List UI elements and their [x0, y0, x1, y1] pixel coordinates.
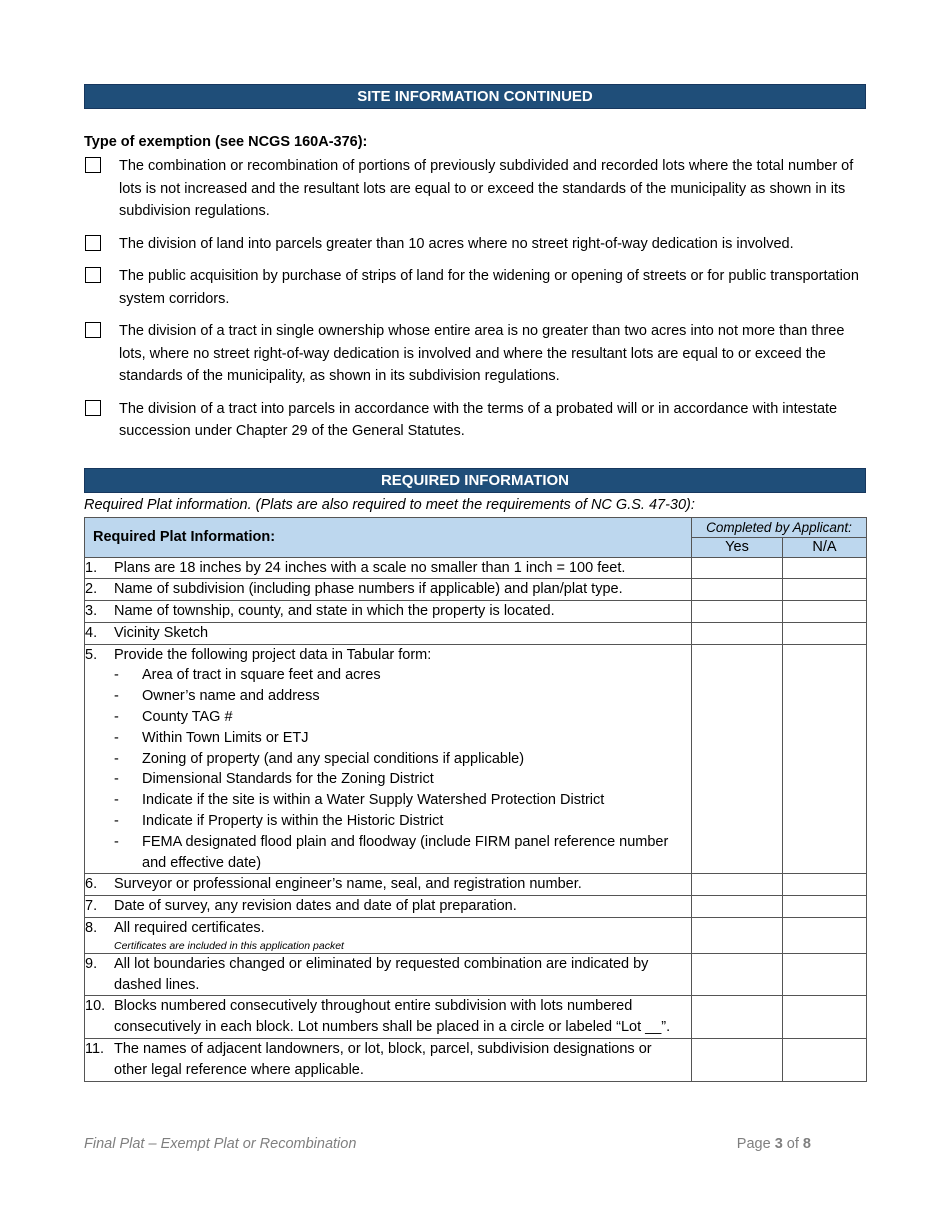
sub-item-text: Owner’s name and address: [142, 688, 320, 705]
exemption-option: [84, 233, 866, 256]
item-number: 10.: [85, 998, 106, 1015]
sub-item-text: Area of tract in square feet and acres: [142, 667, 381, 684]
item-text: Surveyor or professional engineer’s name, seal, and registration number.: [114, 876, 582, 893]
required-info-header: REQUIRED INFORMATION: [84, 468, 866, 493]
sub-item-text: Indicate if Property is within the Historic District: [142, 813, 444, 830]
item-text: The names of adjacent landowners, or lot, block, parcel, subdivision designations or other legal reference where applicable.: [114, 1041, 652, 1078]
sub-item-text: County TAG #: [142, 709, 233, 726]
na-cell[interactable]: [783, 601, 867, 623]
item-cell: [85, 874, 692, 896]
sub-list-item: [85, 790, 691, 811]
item-text: Name of township, county, and state in which the property is located.: [114, 603, 555, 620]
yes-cell[interactable]: [692, 622, 783, 644]
page-label: Page: [736, 1136, 771, 1152]
sub-list-item: [85, 665, 691, 686]
table-row: [85, 622, 867, 644]
table-row: [85, 644, 867, 874]
item-cell: [85, 601, 692, 623]
sub-item-text: Within Town Limits or ETJ: [142, 729, 309, 746]
dash-bullet: -: [114, 750, 119, 767]
column-header-na: N/A: [783, 537, 867, 557]
yes-cell[interactable]: [692, 896, 783, 918]
yes-cell[interactable]: [692, 557, 783, 579]
exemption-option: [84, 265, 866, 310]
item-note: Certificates are included in this application packet: [114, 939, 344, 952]
yes-cell[interactable]: [692, 601, 783, 623]
item-cell: [85, 1039, 692, 1082]
sub-list-item: [85, 832, 691, 874]
sub-list-item: [85, 749, 691, 770]
na-cell[interactable]: [783, 644, 867, 874]
exemption-option: [84, 155, 866, 223]
table-row: [85, 557, 867, 579]
dash-bullet: -: [114, 667, 119, 684]
document-page: [84, 84, 866, 1082]
exemption-text: The division of a tract in single ownership whose entire area is no greater than two acres into not more than three lots, where no street right-of-way dedication is involved and where the resultant lots are equal to or exceed the standards of the municipality, as shown in its subdivision regulations.: [119, 323, 845, 384]
sub-item-text: Indicate if the site is within a Water Supply Watershed Protection District: [142, 792, 605, 809]
dash-bullet: -: [114, 709, 119, 726]
item-text: All lot boundaries changed or eliminated by requested combination are indicated by dashed lines.: [114, 955, 649, 993]
total-pages: 8: [802, 1136, 811, 1152]
exemption-option: [84, 398, 866, 443]
sub-list-item: [85, 686, 691, 707]
exemption-text: The division of land into parcels greater than 10 acres where no street right-of-way dedication is involved.: [119, 235, 794, 252]
table-row: [85, 953, 867, 996]
item-cell: [85, 579, 692, 601]
table-row: [85, 874, 867, 896]
yes-cell[interactable]: [692, 644, 783, 874]
sub-item-text: Dimensional Standards for the Zoning District: [142, 771, 434, 788]
yes-cell[interactable]: [692, 996, 783, 1039]
dash-bullet: -: [114, 792, 119, 809]
yes-cell[interactable]: [692, 953, 783, 996]
current-page: 3: [774, 1136, 783, 1152]
required-plat-table: [84, 517, 867, 1082]
item-text: Vicinity Sketch: [114, 624, 209, 641]
table-row: [85, 896, 867, 918]
item-text: Blocks numbered consecutively throughout entire subdivision with lots numbered consecutively in each block. Lot numbers shall be placed in a circle or labeled “Lot __”.: [114, 998, 671, 1036]
table-row: [85, 996, 867, 1039]
item-number: 2.: [85, 581, 98, 598]
yes-cell[interactable]: [692, 579, 783, 601]
item-text: Date of survey, any revision dates and date of plat preparation.: [114, 898, 517, 915]
table-row: [85, 1039, 867, 1082]
exemption-checkbox[interactable]: [85, 400, 101, 416]
item-number: 4.: [85, 624, 98, 641]
sub-list-item: [85, 728, 691, 749]
item-text: All required certificates.: [114, 920, 265, 937]
na-cell[interactable]: [783, 953, 867, 996]
na-cell[interactable]: [783, 1039, 867, 1082]
na-cell[interactable]: [783, 996, 867, 1039]
exemption-text: The combination or recombination of portions of previously subdivided and recorded lots where the total number of lots is not increased and the resultant lots are equal to or exceed the standards of the municipality as shown in its subdivision regulations.: [119, 158, 854, 219]
footer-document-title: Final Plat – Exempt Plat or Recombination: [84, 1136, 357, 1152]
item-text: Provide the following project data in Tabular form:: [114, 646, 432, 663]
item-number: 6.: [85, 876, 98, 893]
dash-bullet: -: [114, 813, 119, 830]
item-cell: [85, 896, 692, 918]
item-number: 7.: [85, 898, 98, 915]
item-text: Name of subdivision (including phase numbers if applicable) and plan/plat type.: [114, 581, 623, 598]
page-of-label: of: [786, 1136, 799, 1152]
item-cell: [85, 996, 692, 1039]
yes-cell[interactable]: [692, 918, 783, 954]
sub-item-text: FEMA designated flood plain and floodway (include FIRM panel reference number and effective date): [142, 833, 669, 871]
na-cell[interactable]: [783, 557, 867, 579]
item-number: 9.: [85, 955, 98, 972]
exemption-checkbox[interactable]: [85, 157, 101, 173]
na-cell[interactable]: [783, 874, 867, 896]
item-number: 1.: [85, 559, 98, 576]
item-number: 8.: [85, 920, 98, 937]
table-row: [85, 601, 867, 623]
item-cell: [85, 953, 692, 996]
sub-list-item: [85, 707, 691, 728]
exemption-checkbox[interactable]: [85, 267, 101, 283]
exemption-title: Type of exemption (see NCGS 160A-376):: [84, 134, 368, 150]
yes-cell[interactable]: [692, 874, 783, 896]
sub-list-item: [85, 769, 691, 790]
item-number: 11.: [85, 1041, 105, 1058]
exemption-text: The public acquisition by purchase of strips of land for the widening or opening of streets or for public transportation system corridors.: [119, 268, 859, 307]
item-text: Plans are 18 inches by 24 inches with a scale no smaller than 1 inch = 100 feet.: [114, 559, 626, 576]
table-row: [85, 579, 867, 601]
na-cell[interactable]: [783, 896, 867, 918]
item-number: 5.: [85, 646, 98, 663]
dash-bullet: -: [114, 729, 119, 746]
exemption-text: The division of a tract into parcels in accordance with the terms of a probated will or in accordance with intestate succession under Chapter 29 of the General Statutes.: [119, 400, 838, 439]
na-cell[interactable]: [783, 918, 867, 954]
item-cell: [85, 622, 692, 644]
site-info-header: SITE INFORMATION CONTINUED: [84, 84, 866, 109]
item-number: 3.: [85, 603, 98, 620]
dash-bullet: -: [114, 833, 119, 850]
item-cell: [85, 918, 692, 954]
column-header-yes: Yes: [692, 537, 783, 557]
sub-item-text: Zoning of property (and any special conditions if applicable): [142, 750, 525, 767]
item-cell: [85, 644, 692, 874]
na-cell[interactable]: [783, 622, 867, 644]
sub-list-item: [85, 811, 691, 832]
dash-bullet: -: [114, 771, 119, 788]
column-header-required-plat: Required Plat Information:: [85, 517, 692, 557]
dash-bullet: -: [114, 688, 119, 705]
item-cell: [85, 557, 692, 579]
page-number: [737, 1136, 811, 1152]
table-row: [85, 918, 867, 954]
required-info-note: Required Plat information. (Plats are also required to meet the requirements of NC G.S. 47-30):: [84, 496, 695, 513]
exemption-option: [84, 320, 866, 388]
na-cell[interactable]: [783, 579, 867, 601]
exemption-checkbox[interactable]: [85, 322, 101, 338]
exemption-checkbox[interactable]: [85, 235, 101, 251]
column-header-completed: Completed by Applicant:: [692, 517, 867, 537]
yes-cell[interactable]: [692, 1039, 783, 1082]
